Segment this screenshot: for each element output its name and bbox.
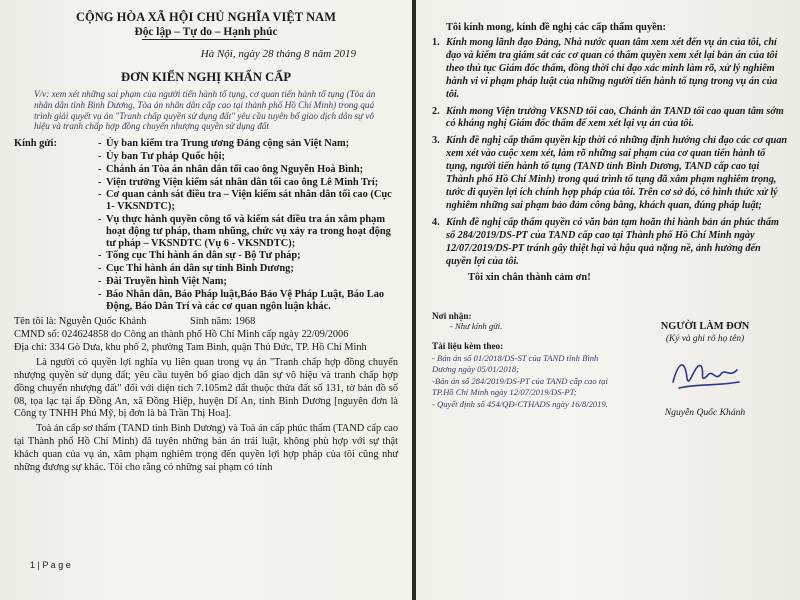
request-item <box>432 106 788 132</box>
request-text: Kính đề nghị cấp thẩm quyền kịp thời có những định hướng chỉ đạo các cơ quan xem xét vào cuộc xem xét, làm rõ những sai phạm của cơ quan tiến hành tố tụng, người tiến hành tố tụng (TAND tỉnh Bình Dương, TAND cấp cao tại Thành phố Hồ Chí Minh) trong quá trình tố tụng đã xâm phạm nghiêm trọng, tước đi quyền lợi ích chính hợp pháp của tôi. Trên cơ sở đó, có hình thức xử lý nghiêm những sai phạm bảo đảm công bằng, khách quan, đúng pháp luật; <box>446 135 788 211</box>
recipient-item: - Vụ thực hành quyền công tố và kiểm sát điều tra án xâm phạm hoạt động tư pháp, tham nhũng, chức vụ xảy ra trong hoạt động tư pháp – VKSNDTC (Vụ 6 - VKSNDTC); <box>98 214 398 249</box>
recipient-item: - Báo Nhân dân, Báo Pháp luật,Báo Bảo Vệ Pháp Luật, Báo Lao Động, Báo Dân Trí và các cơ quan ngôn luận khác. <box>98 289 398 313</box>
recipient-item: - Viện trưởng Viện kiểm sát nhân dân tối cao ông Lê Minh Trí; <box>98 177 398 189</box>
request-text: Kính đề nghị cấp thẩm quyền có văn bản tạm hoãn thi hành bản án phúc thẩm số 284/2019/DS-PT của TAND cấp cao tại Thành phố Hồ Chí Minh ngày 12/07/2019/DS-PT tránh gây thiệt hại và hậu quả nặng nề, ảnh hưởng đến quyền lợi của tôi. <box>446 216 779 267</box>
attachments-label: Tài liệu kèm theo: <box>432 341 504 352</box>
noi-nhan-item: - Như kính gửi. <box>450 321 503 332</box>
recipient-item: - Cục Thi hành án dân sự tỉnh Bình Dương; <box>98 263 398 275</box>
request-text: Kính mong Viện trưởng VKSND tối cao, Chánh án TAND tối cao quan tâm sớm có kháng nghị Giám đốc thẩm để xem xét lại vụ án của tôi. <box>446 105 784 130</box>
recipient-item: - Cơ quan cảnh sát điều tra – Viện kiểm sát nhân dân tối cao (Cục 1- VKSNDTC); <box>98 189 398 213</box>
recipients-and-attachments <box>432 311 622 418</box>
signature-block <box>622 311 788 418</box>
signer-note: (Ký và ghi rõ họ tên) <box>665 334 745 345</box>
motto-underline <box>142 39 270 40</box>
recipient-item: - Ủy ban Tư pháp Quốc hội; <box>98 151 398 163</box>
attachment-item: - Quyết định số 454/QĐ-CTHADS ngày 16/8/2019. <box>432 399 608 410</box>
paragraph-2: Toà án cấp sơ thẩm (TAND tỉnh Bình Dương) và Toà án cấp phúc thẩm (TAND cấp cao tại Thành phố Hồ Chí Minh) đã tuyên những bản án trái luật, không phù hợp với sự thật khách quan của vụ án, xâm phạm nghiêm trọng đến quyền lợi hợp pháp của tôi cũng như những đương sự khác. Tôi cho rằng có những sai phạm có tính <box>14 423 398 473</box>
petitioner-birth-year: Sinh năm: 1968 <box>190 316 256 328</box>
request-number: 1. <box>432 37 440 48</box>
petitioner-info <box>14 316 398 354</box>
recipient-item: - Đài Truyền hình Việt Nam; <box>98 276 398 288</box>
request-item <box>432 217 788 269</box>
handwritten-signature <box>665 352 745 396</box>
kinh-gui-label: Kính gửi: <box>14 138 57 150</box>
recipient-item: - Chánh án Tòa án nhân dân tối cao ông Nguyễn Hoà Bình; <box>98 164 398 176</box>
recipient-item: - Ủy ban kiểm tra Trung ương Đảng cộng sản Việt Nam; <box>98 138 398 150</box>
attachment-item: -Bản án số 284/2019/DS-PT của TAND cấp cao tại TP.Hồ Chí Minh ngày 12/07/2019/DS-PT; <box>432 376 608 397</box>
noi-nhan-label: Nơi nhận: <box>432 311 472 322</box>
request-number: 3. <box>432 135 440 147</box>
petitioner-id: CMND số: 024624858 do Công an thành phố Hồ Chí Minh cấp ngày 22/09/2006 <box>14 328 349 340</box>
request-number: 2. <box>432 105 440 117</box>
request-list <box>432 37 788 268</box>
place-date: Hà Nội, ngày 28 tháng 8 năm 2019 <box>200 48 356 60</box>
attachment-item: - Bản án số 01/2018/DS-ST của TAND tỉnh Bình Dương ngày 05/01/2018; <box>432 353 599 374</box>
page-number: 1 | P a g e <box>30 560 71 570</box>
request-item <box>432 135 788 212</box>
request-number: 4. <box>432 216 440 228</box>
signer-title: NGƯỜI LÀM ĐƠN <box>660 321 750 333</box>
paragraph-1: Là người có quyền lợi nghĩa vụ liên quan trong vụ án "Tranh chấp hợp đồng chuyển nhượng quyền sử dụng đất; yêu cầu tuyên bố giao dịch dân sự vô hiệu và tranh chấp hợp đồng chuyển nhượng đất" đối với diện tích 7.105m2 đất thuộc thửa đất số 131, tờ bản đồ số 08, tọa lạc tại ấp Đồng An, xã Đồng Hiệp, huyện Dĩ An, tỉnh Bình Dương [nguyên đơn là Công ty TNHH Phú Mỹ, bị đơn là bà Trần Thị Hoa]. <box>14 357 398 420</box>
document-title: ĐƠN KIẾN NGHỊ KHẨN CẤP <box>120 70 292 84</box>
right-page <box>416 0 800 600</box>
subject-line: V/v: xem xét những sai phạm của người tiến hành tố tụng, cơ quan tiến hành tố tụng (Tòa án nhân dân tỉnh Bình Dương, Tòa án nhân dân cấp cao tại thành phố Hồ Chí Minh) trong quá trình giải quyết vụ án "Tranh chấp quyền sử dụng đất" yêu cầu tuyên bố giao dịch dân sự vô hiệu và tranh chấp hợp đồng chuyển nhượng quyền sử dụng đất <box>34 89 376 132</box>
recipient-item: - Tổng cục Thi hành án dân sự - Bộ Tư pháp; <box>98 250 398 262</box>
petitioner-address: Địa chỉ: 334 Gò Dưa, khu phố 2, phường Tam Bình, quận Thủ Đức, TP. Hồ Chí Minh <box>14 341 367 353</box>
petitioner-name: Tên tôi là: Nguyễn Quốc Khánh <box>14 316 147 328</box>
signer-name: Nguyễn Quốc Khánh <box>664 407 746 419</box>
request-intro: Tôi kính mong, kính đề nghị các cấp thẩm quyền: <box>446 22 666 33</box>
footer-block <box>432 311 788 418</box>
motto: Độc lập – Tự do – Hạnh phúc <box>134 26 278 38</box>
thanks-line: Tôi xin chân thành cảm ơn! <box>468 272 591 284</box>
recipients-block <box>14 138 398 313</box>
request-item <box>432 37 788 102</box>
national-title: CỘNG HÒA XÃ HỘI CHỦ NGHĨA VIỆT NAM <box>75 10 337 24</box>
recipient-list <box>98 138 398 313</box>
request-text: Kính mong lãnh đạo Đảng, Nhà nước quan tâm xem xét đến vụ án của tôi, chỉ đạo và kiểm tra giám sát các cơ quan có thẩm quyền xem xét lại bản án của tôi theo thủ tục Giám đốc thẩm, đồng thời chỉ đạo xác minh làm rõ, xử lý nghiêm hành vi vi phạm pháp luật của những người tiến hành tố tụng trong vụ án của tôi. <box>446 37 778 100</box>
